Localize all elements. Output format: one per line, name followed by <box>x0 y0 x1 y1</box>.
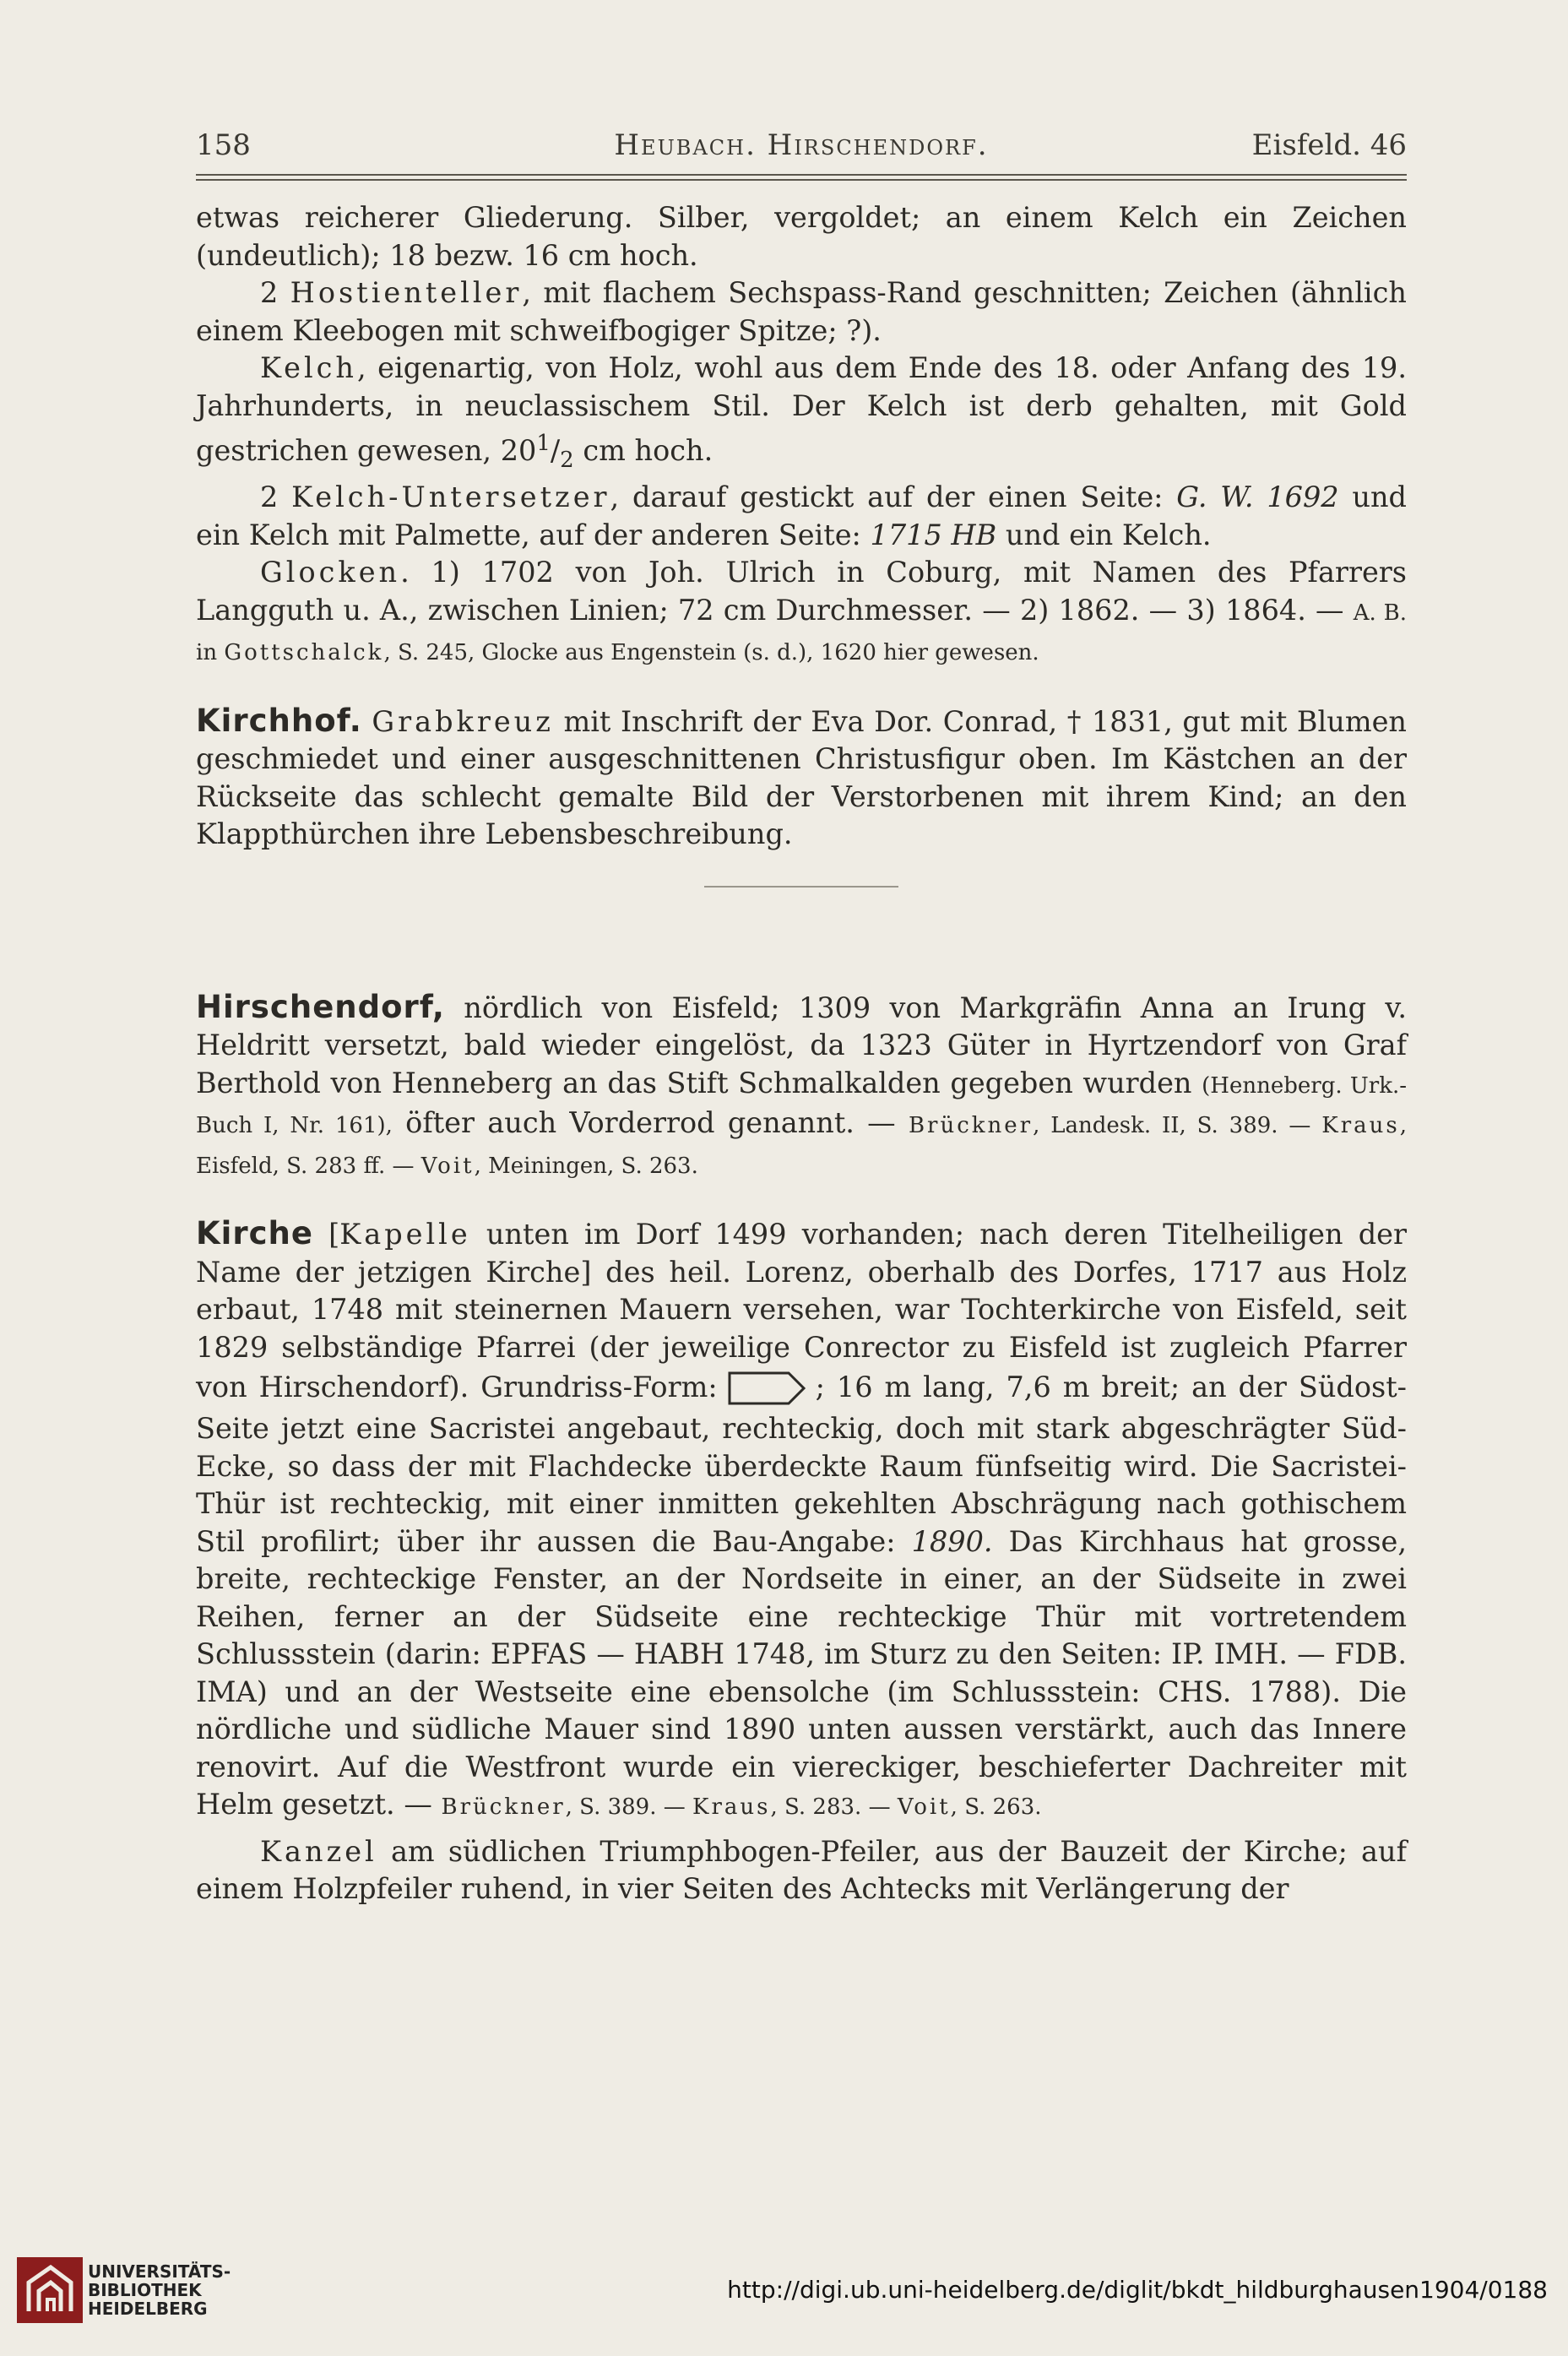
library-logo-icon <box>17 2257 83 2323</box>
paragraph-kelch-untersetzer: 2 Kelch-Untersetzer, darauf gestickt auf der einen Seite: G. W. 1692 und ein Kelch mit Palmette, auf der anderen Seite: 1715 HB und ein Kelch. <box>196 480 1407 551</box>
paragraph-glocken: Glocken. 1) 1702 von Joh. Ulrich in Coburg, mit Namen des Pfarrers Langguth u. A., zwischen Linien; 72 cm Durchmesser. — 2) 1862. — 3) 1864. — A. B. in Gottschalck, S. 245, Glocke aus Engenstein (s. d.), 1620 hier gewesen. <box>196 556 1407 666</box>
header-rule-bottom <box>196 179 1407 181</box>
inscription-1715: 1715 HB <box>870 518 997 551</box>
page-number: 158 <box>196 128 251 162</box>
term-kapelle: Kapelle <box>339 1218 471 1251</box>
paragraph-hostienteller: 2 Hostienteller, mit flachem Sechspass-Rand geschnitten; Zeichen (ähnlich einem Kleebogen mit schweifbogiger Spitze; ?). <box>196 276 1407 347</box>
inscription-1890: 1890. <box>911 1524 993 1558</box>
paragraph-kanzel: Kanzel am südlichen Triumphbogen-Pfeiler, aus der Bauzeit der Kirche; auf einem Holzpfeiler ruhend, in vier Seiten des Achtecks mit Verlängerung der <box>196 1834 1407 1906</box>
floor-plan-icon <box>724 1366 809 1410</box>
running-header-right: Eisfeld. 46 <box>1251 128 1407 162</box>
source-url[interactable]: http://digi.ub.uni-heidelberg.de/diglit/bkdt_hildburghausen1904/0188 <box>727 2276 1548 2304</box>
footer <box>0 2242 1568 2335</box>
term-glocken: Glocken <box>260 556 401 589</box>
term-hostienteller: Hostienteller <box>290 276 523 309</box>
inscription-1692: G. W. 1692 <box>1176 480 1339 514</box>
running-title: Heubach. Hirschendorf. <box>614 128 989 162</box>
library-logo-text: UNIVERSITÄTS- BIBLIOTHEK HEIDELBERG <box>88 2261 231 2319</box>
term-kelch: Kelch <box>260 351 358 384</box>
term-kanzel: Kanzel <box>260 1834 377 1868</box>
paragraph-kirche: Kirche [Kapelle unten im Dorf 1499 vorhanden; nach deren Titelheiligen der Name der jetzigen Kirche] des heil. Lorenz, oberhalb des Dorfes, 1717 aus Holz erbaut, 1748 mit steinernen Mauern versehen, war Tochterkirche von Eisfeld, seit 1829 selbständige Pfarrei (der jeweilige Conrector zu Eisfeld ist zugleich Pfarrer von Hirschendorf). Grundriss-Form: ; 16 m lang, 7,6 m breit; an der Südost-Seite jetzt eine Sacristei angebaut, rechteckig, doch mit stark abgeschrägter Süd-Ecke, so dass der mit Flachdecke überdeckte Raum fünfseitig wird. Die Sacristei-Thür ist rechteckig, mit einer inmitten gekehlten Abschrägung nach gothischem Stil profilirt; über ihr aussen die Bau-Angabe: 1890. Das Kirchhaus hat grosse, breite, rechteckige Fenster, an der Nordseite in einer, an der Südseite in zwei Reihen, ferner an der Südseite eine rechteckige Thür mit vortretendem Schlussstein (darin: EPFAS — HABH 1748, im Sturz zu den Seiten: IP. IMH. — FDB. IMA) und an der Westseite eine ebensolche (im Schlussstein: CHS. 1788). Die nördliche und südliche Mauer sind 1890 unten aussen verstärkt, auch das Innere renovirt. Auf die Westfront wurde ein viereckiger, beschieferter Dachreiter mit Helm gesetzt. — Brückner, S. 389. — Kraus, S. 283. — Voit, S. 263. <box>196 1215 1407 1821</box>
heading-hirschendorf: Hirschendorf, <box>196 988 445 1025</box>
paragraph-continuation: etwas reicherer Gliederung. Silber, vergoldet; an einem Kelch ein Zeichen (undeutlich); 18 bezw. 16 cm hoch. <box>196 201 1407 272</box>
paragraph-hirschendorf: Hirschendorf, nördlich von Eisfeld; 1309 von Markgräfin Anna an Irung v. Heldritt versetzt, bald wieder eingelöst, da 1323 Güter in Hyrtzendorf von Graf Berthold von Henneberg an das Stift Schmalkalden gegeben wurden (Henneberg. Urk.-Buch I, Nr. 161), öfter auch Vorderrod genannt. — Brückner, Landesk. II, S. 389. — Kraus, Eisfeld, S. 283 ff. — Voit, Meiningen, S. 263. <box>196 988 1408 1179</box>
term-kelch-untersetzer: Kelch-Untersetzer <box>291 480 610 514</box>
heading-kirche: Kirche <box>196 1215 313 1252</box>
paragraph-kelch: Kelch, eigenartig, von Holz, wohl aus dem Ende des 18. oder Anfang des 19. Jahrhunderts, in neuclassischem Stil. Der Kelch ist derb gehalten, mit Gold gestrichen gewesen, $20^1/_2$ cm hoch. <box>196 351 1407 473</box>
body-text <box>196 199 1407 1908</box>
term-grabkreuz: Grabkreuz <box>372 704 554 738</box>
running-header <box>196 128 1407 169</box>
header-rule-top <box>196 174 1407 176</box>
paragraph-kirchhof: Kirchhof. Grabkreuz mit Inschrift der Eva Dor. Conrad, † 1831, gut mit Blumen geschmiedet und einer ausgeschnittenen Christusfigur oben. Im Kästchen an der Rückseite das schlecht gemalte Bild der Verstorbenen mit ihrem Kind; an den Klappthürchen ihre Lebensbeschreibung. <box>196 702 1407 851</box>
heading-kirchhof: Kirchhof. <box>196 702 362 739</box>
